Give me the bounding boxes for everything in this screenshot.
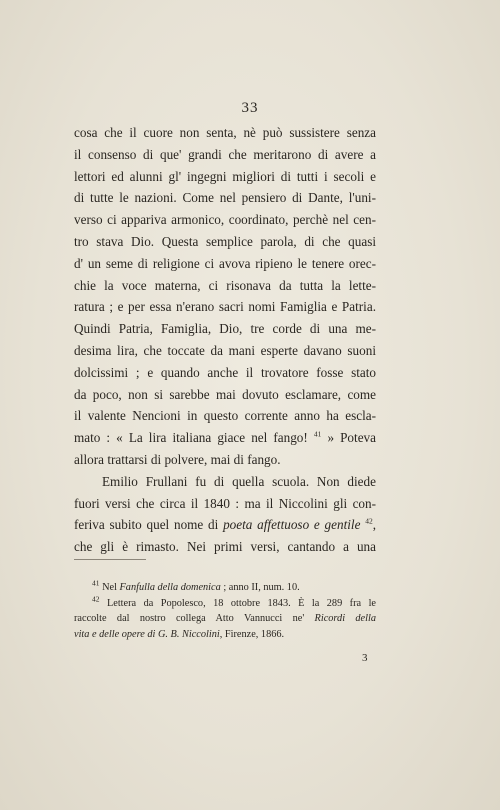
italic-phrase: poeta affettuoso e gentile (223, 517, 361, 533)
footnote-text: , Firenze, 1866. (219, 628, 285, 640)
text-line: fuori versi che circa il 1840 : ma il Niccolini gli con- (74, 495, 376, 511)
text-line: di tutte le nazioni. Come nel pensiero di Dante, l'uni- (74, 190, 376, 206)
footnote-42-line3 (74, 627, 376, 643)
footnote-divider (74, 559, 146, 560)
signature-mark: 3 (362, 652, 368, 664)
text-line-with-footnote (74, 514, 376, 536)
text-line: verso ci appariva armonico, coordinato, perchè nel cen- (74, 212, 376, 228)
footnote-text: Nel (99, 582, 120, 593)
text-line: il valente Nencioni in questo corrente anno ha escla- (74, 408, 376, 424)
text-segment: » Poteva (321, 430, 376, 446)
footnote-marker: 42 (92, 594, 100, 604)
text-line: ratura ; e per essa n'erano sacri nomi Famiglia e Patria. (74, 299, 376, 315)
footnote-italic: vita e delle opere di G. B. Niccolini (74, 628, 220, 640)
footnote-reference: 42 (365, 516, 373, 526)
text-line-with-footnote (74, 427, 376, 449)
text-line: d' un seme di religione ci avova ripieno le tenere orec- (74, 255, 376, 271)
text-segment: , (372, 517, 376, 533)
footnote-41 (74, 580, 376, 596)
footnote-text: raccolte dal nostro collega Atto Vannucci ne' (74, 613, 315, 625)
text-line: chie la voce materna, ci risonava da tutta la lette- (74, 277, 376, 293)
text-line: il consenso di que' grandi che meritarono di avere a (74, 146, 376, 162)
body-text (74, 122, 376, 558)
text-line: allora trattarsi di polvere, mai di fango. (74, 451, 281, 467)
text-line: cosa che il cuore non senta, nè può sussistere senza (74, 125, 376, 140)
text-line: da poco, non si sarebbe mai dovuto esclamare, come (74, 386, 376, 402)
text-segment: mato : « La lira italiana giace nel fango! (74, 430, 314, 446)
footnote-italic: Fanfulla della domenica (119, 582, 221, 593)
footnote-reference: 41 (313, 429, 322, 439)
footnote-text: Lettera da Popolesco, 18 ottobre 1843. È la 289 fra le (99, 597, 376, 609)
paragraph-start-line: Emilio Frullani fu di quella scuola. Non diede (102, 473, 376, 489)
footnote-42-line2 (74, 611, 376, 627)
footnote-42-line1 (74, 596, 376, 612)
footnote-text: ; anno II, num. 10. (220, 582, 300, 593)
text-line: Quindi Patria, Famiglia, Dio, tre corde di una me- (74, 321, 376, 337)
text-line: lettori ed alunni gl' ingegni migliori di tutti i secoli e (74, 168, 376, 184)
text-line: dolcissimi ; e quando anche il trovatore fosse stato (74, 364, 376, 380)
text-line: che gli è rimasto. Nei primi versi, cantando a una (74, 539, 376, 555)
text-line: desima lira, che toccate da mani esperte davano suoni (74, 342, 376, 358)
footnote-italic: Ricordi della (314, 613, 376, 625)
footnotes (74, 580, 376, 642)
text-segment: feriva subito quel nome di (74, 517, 224, 533)
page-number: 33 (241, 100, 259, 116)
text-line: tro stava Dio. Questa semplice parola, di che quasi (74, 233, 376, 249)
footnote-marker: 41 (92, 578, 100, 588)
